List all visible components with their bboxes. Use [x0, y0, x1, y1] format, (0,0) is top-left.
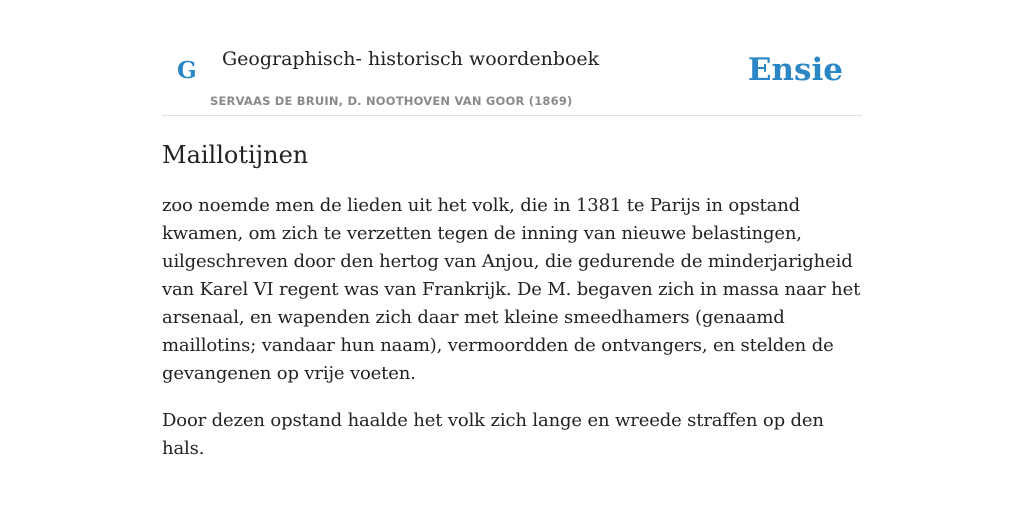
entry-body [162, 192, 862, 482]
entry-paragraph-2: Door dezen opstand haalde het volk zich lange en wreede straffen op den hals. [162, 410, 824, 459]
entry-paragraph-1: zoo noemde men de lieden uit het volk, die in 1381 te Parijs in opstand kwamen, om zich te verzetten tegen de inning van nieuwe belastingen, uilgeschreven door den hertog van Anjou, die gedurende de minderjarigheid van Karel VI regent was van Frankrijk. De M. begaven zich in massa naar het arsenaal, en wapenden zich daar met kleine smeedhamers (genaamd maillotins; vandaar hun naam), vermoordden de ontvangers, en stelden de gevangenen op vrije voeten. [162, 195, 861, 384]
ensie-brand-logo[interactable]: Ensie [747, 52, 843, 88]
header [162, 0, 862, 116]
book-author-meta: SERVAAS DE BRUIN, D. NOOTHOVEN VAN GOOR (1869) [210, 94, 573, 108]
book-title-link[interactable]: Geographisch- historisch woordenboek [222, 48, 600, 70]
page [162, 0, 862, 459]
book-logo-letter[interactable]: G [177, 57, 197, 84]
entry-title: Maillotijnen [162, 141, 309, 169]
